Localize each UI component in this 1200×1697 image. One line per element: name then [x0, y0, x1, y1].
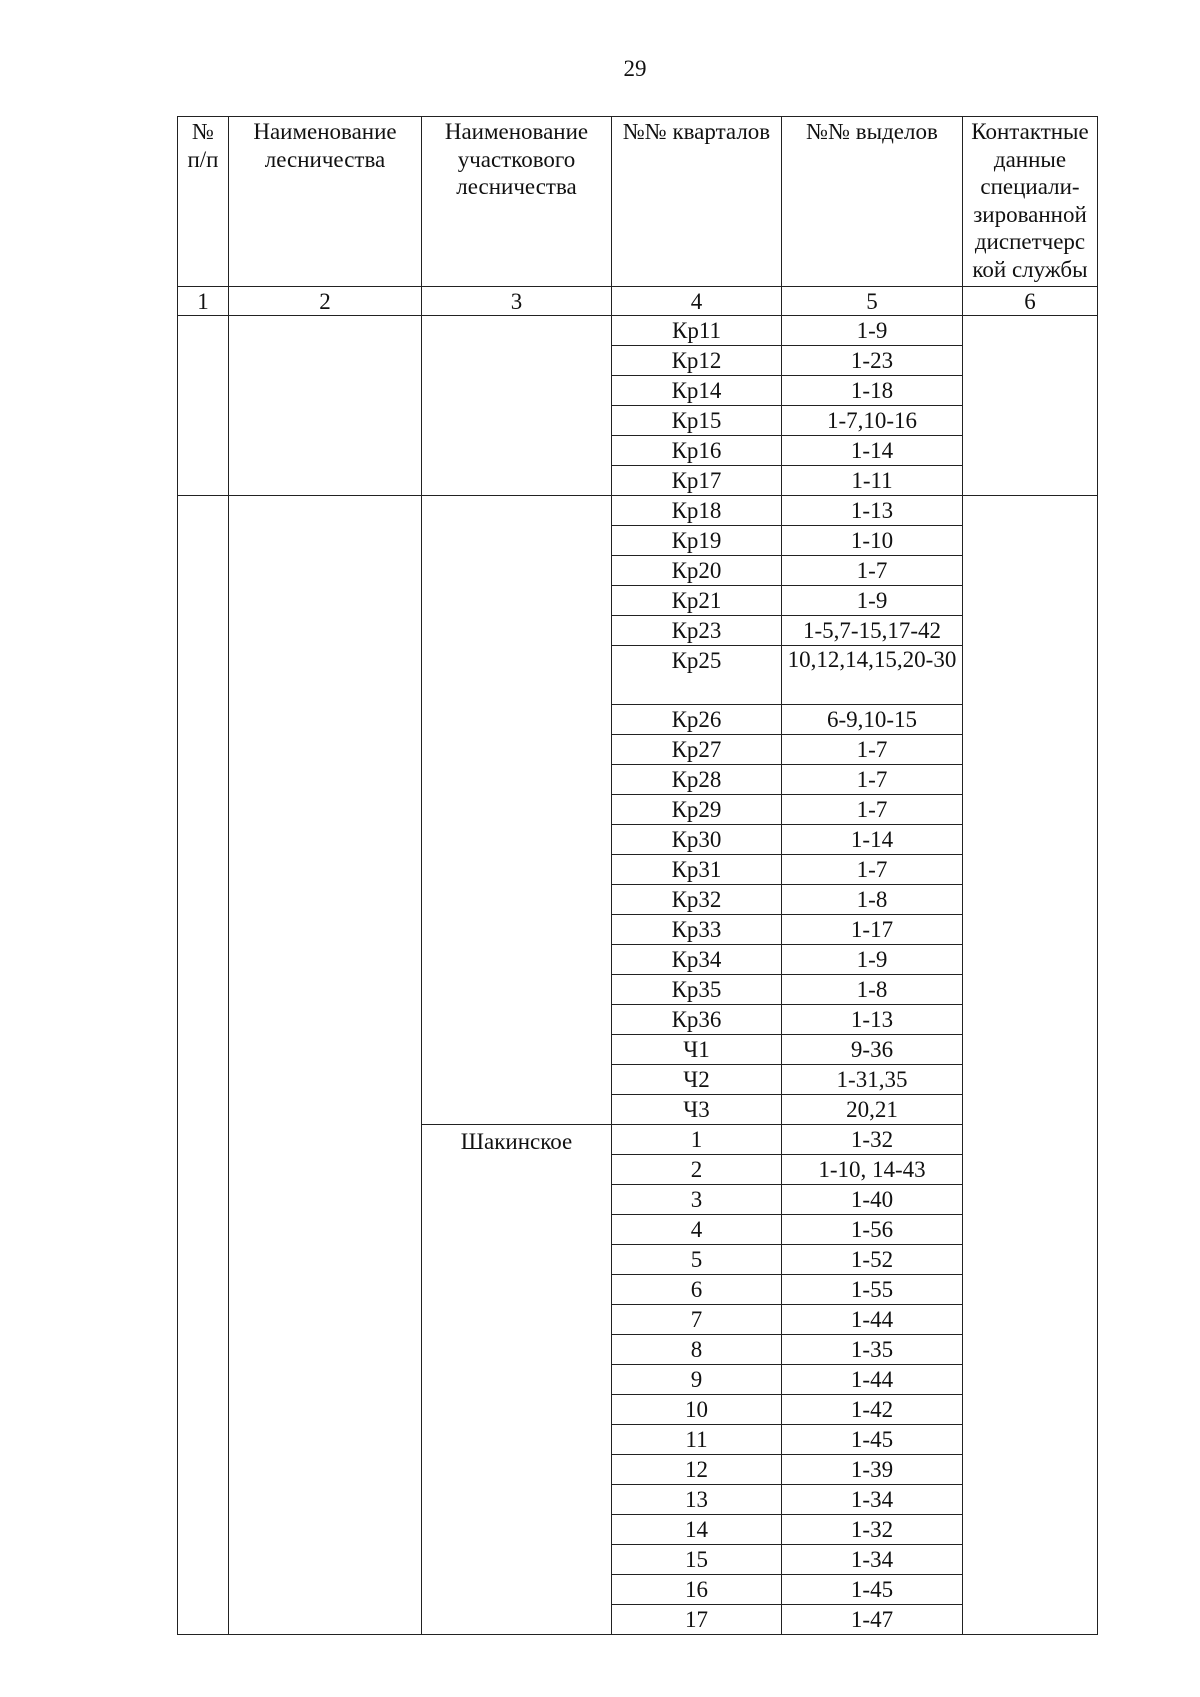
allotments-cell: 1-44: [782, 1305, 963, 1335]
contacts-cell: [963, 496, 1098, 1635]
district-name-cell: [422, 316, 612, 496]
allotments-cell: 1-13: [782, 1005, 963, 1035]
allotments-cell: 1-14: [782, 825, 963, 855]
quarter-cell: Кр32: [612, 885, 782, 915]
allotments-cell: 1-7: [782, 735, 963, 765]
allotments-cell: 1-7: [782, 795, 963, 825]
quarter-cell: Ч1: [612, 1035, 782, 1065]
quarter-cell: Кр30: [612, 825, 782, 855]
allotments-cell: 1-9: [782, 316, 963, 346]
quarter-cell: 15: [612, 1545, 782, 1575]
allotments-cell: 6-9,10-15: [782, 705, 963, 735]
allotments-cell: 1-9: [782, 586, 963, 616]
quarter-cell: Кр29: [612, 795, 782, 825]
quarter-cell: Кр34: [612, 945, 782, 975]
quarter-cell: 16: [612, 1575, 782, 1605]
page-number: 29: [623, 56, 647, 81]
allotments-cell: 1-7: [782, 556, 963, 586]
quarter-cell: 10: [612, 1395, 782, 1425]
table-row: [178, 316, 1098, 346]
quarter-cell: Кр27: [612, 735, 782, 765]
allotments-cell: 1-40: [782, 1185, 963, 1215]
allotments-cell: 1-13: [782, 496, 963, 526]
header-quarters: №№ кварталов: [612, 117, 782, 287]
quarter-cell: 6: [612, 1275, 782, 1305]
quarter-cell: Кр23: [612, 616, 782, 646]
quarter-cell: Кр17: [612, 466, 782, 496]
quarter-cell: 11: [612, 1425, 782, 1455]
allotments-cell: 1-32: [782, 1125, 963, 1155]
column-number: 4: [612, 287, 782, 316]
allotments-cell: 1-34: [782, 1485, 963, 1515]
quarter-cell: Кр35: [612, 975, 782, 1005]
allotments-cell: 1-17: [782, 915, 963, 945]
forestry-name-cell: [229, 496, 422, 1635]
district-name-shakinskoe: Шакинское: [422, 1125, 612, 1635]
allotments-cell: 1-11: [782, 466, 963, 496]
quarter-cell: 9: [612, 1365, 782, 1395]
quarter-cell: 7: [612, 1305, 782, 1335]
allotments-cell: 1-8: [782, 975, 963, 1005]
table-row: [178, 496, 1098, 526]
quarter-cell: Кр31: [612, 855, 782, 885]
column-number: 2: [229, 287, 422, 316]
column-numbers-row: [178, 287, 1098, 316]
allotments-cell: 1-42: [782, 1395, 963, 1425]
allotments-cell: 1-10, 14-43: [782, 1155, 963, 1185]
allotments-cell: 1-7: [782, 765, 963, 795]
allotments-cell: 1-39: [782, 1455, 963, 1485]
allotments-cell: 1-7,10-16: [782, 406, 963, 436]
allotments-cell: 1-18: [782, 376, 963, 406]
allotments-cell: 10,12,14,15,20-30: [782, 646, 963, 705]
allotments-cell: 1-56: [782, 1215, 963, 1245]
quarter-cell: Кр16: [612, 436, 782, 466]
column-number: 3: [422, 287, 612, 316]
column-number: 6: [963, 287, 1098, 316]
forest-quarters-table: [177, 116, 1098, 1635]
quarter-cell: Кр19: [612, 526, 782, 556]
district-name-cell: [422, 496, 612, 1125]
allotments-cell: 1-52: [782, 1245, 963, 1275]
quarter-cell: 2: [612, 1155, 782, 1185]
quarter-cell: 14: [612, 1515, 782, 1545]
quarter-cell: Кр20: [612, 556, 782, 586]
row-number-cell: [178, 496, 229, 1635]
column-number: 1: [178, 287, 229, 316]
allotments-cell: 1-14: [782, 436, 963, 466]
quarter-cell: 1: [612, 1125, 782, 1155]
quarter-cell: Кр11: [612, 316, 782, 346]
quarter-cell: Кр14: [612, 376, 782, 406]
quarter-cell: Ч2: [612, 1065, 782, 1095]
allotments-cell: 1-31,35: [782, 1065, 963, 1095]
allotments-cell: 1-32: [782, 1515, 963, 1545]
allotments-cell: 9-36: [782, 1035, 963, 1065]
allotments-cell: 1-45: [782, 1575, 963, 1605]
quarter-cell: Кр36: [612, 1005, 782, 1035]
quarter-cell: Кр33: [612, 915, 782, 945]
quarter-cell: Кр18: [612, 496, 782, 526]
allotments-cell: 1-45: [782, 1425, 963, 1455]
quarter-cell: 12: [612, 1455, 782, 1485]
quarter-cell: Кр21: [612, 586, 782, 616]
contacts-cell: [963, 316, 1098, 496]
forestry-name-cell: [229, 316, 422, 496]
quarter-cell: Кр26: [612, 705, 782, 735]
allotments-cell: 1-9: [782, 945, 963, 975]
quarter-cell: 13: [612, 1485, 782, 1515]
allotments-cell: 20,21: [782, 1095, 963, 1125]
header-row: [178, 117, 1098, 287]
quarter-cell: Ч3: [612, 1095, 782, 1125]
header-contacts: Контактные данные специали-зированной диспетчерс кой службы: [963, 117, 1098, 287]
header-allotments: №№ выделов: [782, 117, 963, 287]
quarter-cell: 8: [612, 1335, 782, 1365]
allotments-cell: 1-8: [782, 885, 963, 915]
quarter-cell: Кр25: [612, 646, 782, 705]
allotments-cell: 1-35: [782, 1335, 963, 1365]
allotments-cell: 1-44: [782, 1365, 963, 1395]
allotments-cell: 1-7: [782, 855, 963, 885]
header-forestry-name: Наименование лесничества: [229, 117, 422, 287]
quarter-cell: Кр12: [612, 346, 782, 376]
allotments-cell: 1-34: [782, 1545, 963, 1575]
allotments-cell: 1-10: [782, 526, 963, 556]
allotments-cell: 1-47: [782, 1605, 963, 1635]
quarter-cell: 4: [612, 1215, 782, 1245]
quarter-cell: Кр28: [612, 765, 782, 795]
header-district-forestry-name: Наименование участкового лесничества: [422, 117, 612, 287]
column-number: 5: [782, 287, 963, 316]
quarter-cell: 5: [612, 1245, 782, 1275]
quarter-cell: Кр15: [612, 406, 782, 436]
quarter-cell: 3: [612, 1185, 782, 1215]
table-body: [178, 316, 1098, 1635]
row-number-cell: [178, 316, 229, 496]
header-number: № п/п: [178, 117, 229, 287]
allotments-cell: 1-55: [782, 1275, 963, 1305]
allotments-cell: 1-5,7-15,17-42: [782, 616, 963, 646]
allotments-cell: 1-23: [782, 346, 963, 376]
quarter-cell: 17: [612, 1605, 782, 1635]
